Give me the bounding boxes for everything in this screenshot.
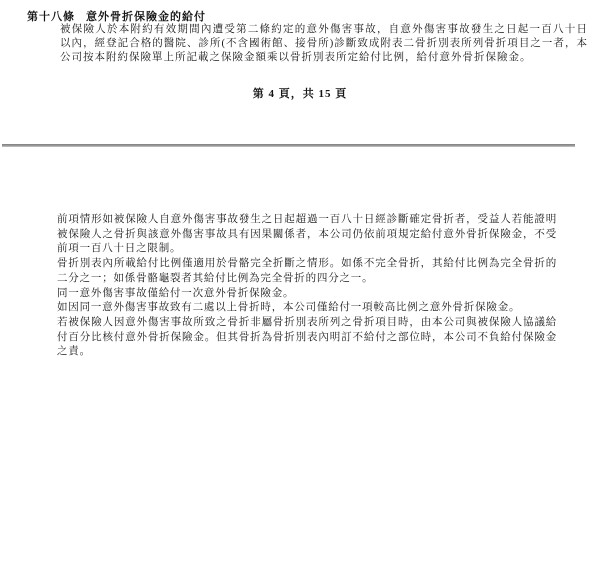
article-title: 意外骨折保險金的給付 xyxy=(86,11,206,23)
clause-paragraph: 被保險人於本附約有效期間內遭受第二條約定的意外傷害事故，自意外傷害事故發生之日起一百八十日以內，經登記合格的醫院、診所(不含國術館、接骨所)診斷致成附表二骨折別表所列骨折項目之一者，本公司按本附約保險單上所記載之保險金額乘以骨折別表所定給付比例，給付意外骨折保險金。 xyxy=(60,24,588,63)
paragraph-180-day-exception: 前項情形如被保險人自意外傷害事故發生之日起超過一百八十日經診斷確定骨折者，受益人若能證明被保險人之骨折與該意外傷害事故具有因果關係者，本公司仍依前項規定給付意外骨折保險金，不受前項一百八十日之限制。 xyxy=(57,214,557,255)
paragraph-multiple-fractures: 如因同一意外傷害事故致有二處以上骨折時，本公司僅給付一項較高比例之意外骨折保險金。 xyxy=(57,302,521,314)
continuation-block xyxy=(57,213,557,360)
paragraph-unlisted-fractures: 若被保險人因意外傷害事故所致之骨折非屬骨折別表所列之骨折項目時，由本公司與被保險人協議給付百分比核付意外骨折保險金。但其骨折為骨折別表內明訂不給付之部位時，本公司不負給付保險金之責。 xyxy=(57,316,557,358)
article-number: 第十八條 xyxy=(27,11,75,23)
paragraph-single-payment: 同一意外傷害事故僅給付一次意外骨折保險金。 xyxy=(57,287,295,299)
article-heading xyxy=(27,8,206,24)
page-divider xyxy=(2,144,575,147)
paragraph-payout-ratio-rules: 骨折別表內所載給付比例僅適用於骨骼完全折斷之情形。如係不完全骨折，其給付比例為完全骨折的二分之一；如係骨骼龜裂者其給付比例為完全骨折的四分之一。 xyxy=(57,258,557,284)
page-number-indicator: 第 4 頁，共 15 頁 xyxy=(252,88,348,100)
